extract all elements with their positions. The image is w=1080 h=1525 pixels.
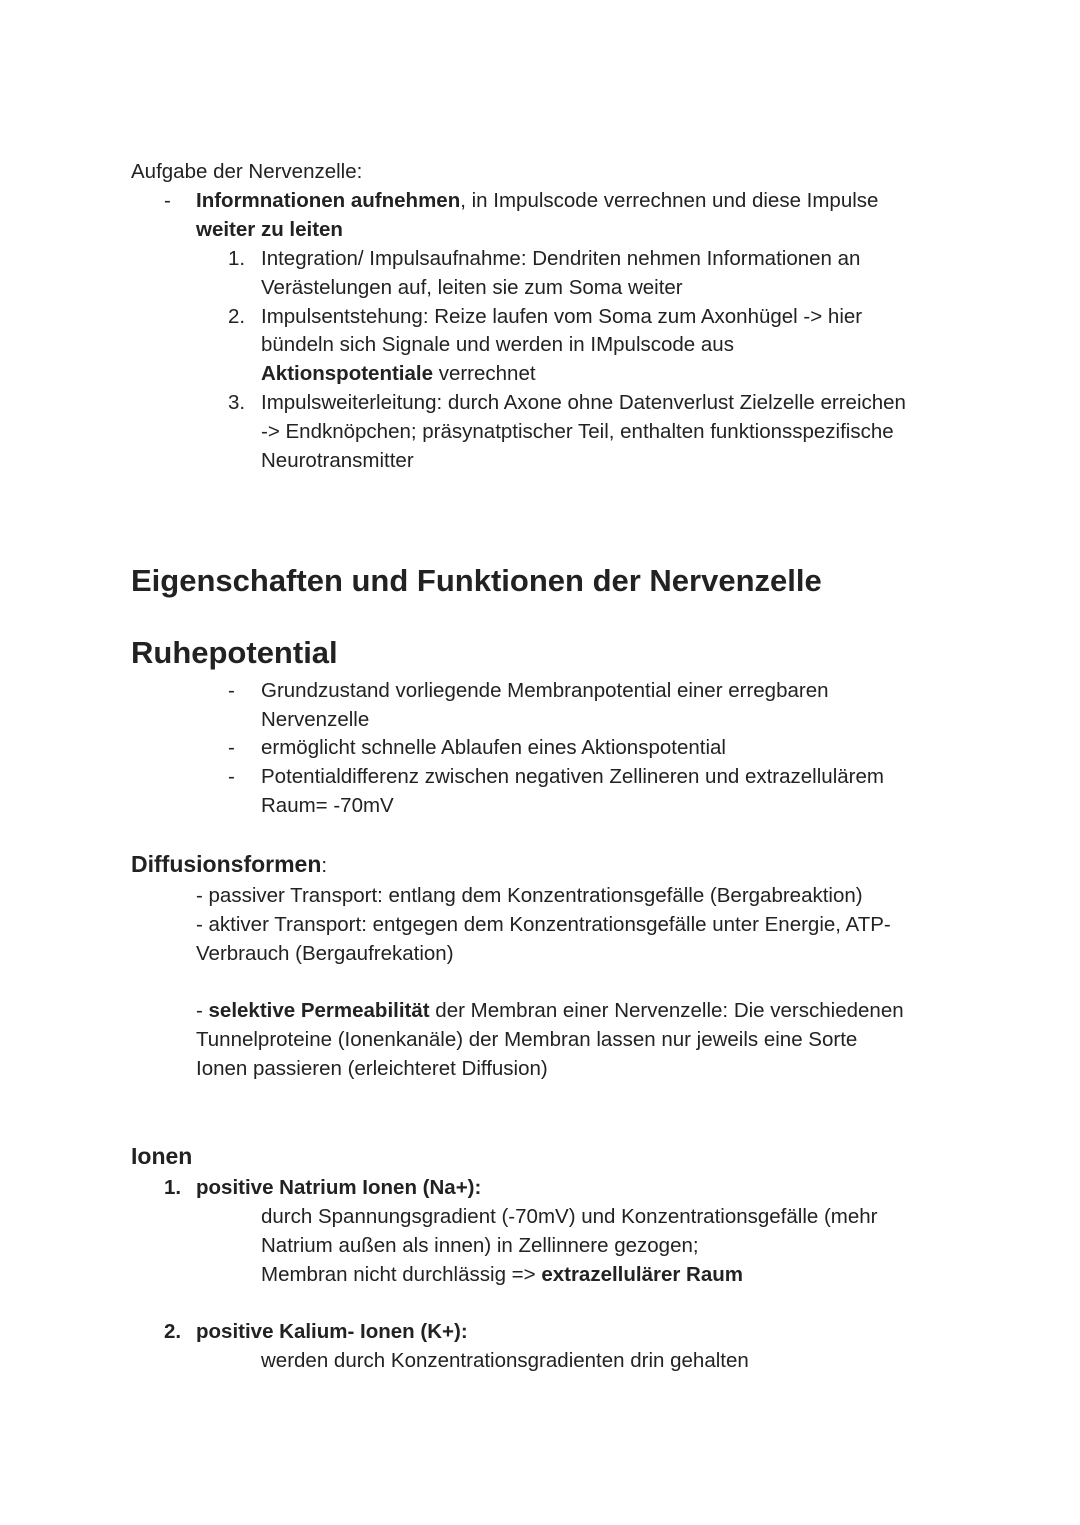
list-item-text: Integration/ Impulsaufnahme: Dendriten nehmen Informationen an xyxy=(261,247,861,270)
diffusion-heading xyxy=(131,848,327,880)
bullet-text: Raum= -70mV xyxy=(261,794,394,817)
ionen-title: Ionen xyxy=(131,1143,193,1169)
list-number: 3. xyxy=(228,391,246,414)
list-item-text: bündeln sich Signale und werden in IMpulscode aus xyxy=(261,333,734,356)
text: , in Impulscode verrechnen und diese Impulse xyxy=(460,189,879,212)
bullet-dash: - xyxy=(228,765,235,788)
paragraph-line: Tunnelproteine (Ionenkanäle) der Membran lassen nur jeweils eine Sorte xyxy=(196,1028,858,1051)
bullet-text: Grundzustand vorliegende Membranpotential einer erregbaren xyxy=(261,679,829,702)
list-item-label: positive Kalium- Ionen (K+): xyxy=(196,1320,468,1343)
bullet-text: ermöglicht schnelle Ablaufen eines Aktionspotential xyxy=(261,736,726,759)
bold-text: selektive Permeabilität xyxy=(208,999,430,1022)
diffusion-title: Diffusionsformen xyxy=(131,851,322,877)
bold-text: extrazellulärer Raum xyxy=(541,1263,743,1286)
intro-heading: Aufgabe der Nervenzelle: xyxy=(131,160,363,183)
text: der Membran einer Nervenzelle: Die verschiedenen xyxy=(429,999,904,1022)
text: - xyxy=(196,999,209,1022)
list-item-text: durch Spannungsgradient (-70mV) und Konzentrationsgefälle (mehr xyxy=(261,1205,878,1228)
list-number: 1. xyxy=(164,1176,182,1199)
list-number: 1. xyxy=(228,247,246,270)
ruhepotential-title: Ruhepotential xyxy=(131,635,338,670)
list-item-text xyxy=(261,359,536,388)
paragraph-line xyxy=(196,996,904,1025)
bold-text: Aktionspotentiale xyxy=(261,362,433,385)
list-item-text: Neurotransmitter xyxy=(261,449,414,472)
bold-text: Informnationen aufnehmen xyxy=(196,189,461,212)
list-item-label: positive Natrium Ionen (Na+): xyxy=(196,1176,482,1199)
list-item-text: -> Endknöpchen; präsynatptischer Teil, enthalten funktionsspezifische xyxy=(261,420,894,443)
intro-bullet-line-2: weiter zu leiten xyxy=(196,218,343,241)
bullet-text: Nervenzelle xyxy=(261,708,370,731)
text: verrechnet xyxy=(433,362,536,385)
paragraph-line: - passiver Transport: entlang dem Konzentrationsgefälle (Bergabreaktion) xyxy=(196,884,863,907)
section-title: Eigenschaften und Funktionen der Nervenzelle xyxy=(131,563,822,598)
bullet-dash: - xyxy=(228,736,235,759)
paragraph-line: Ionen passieren (erleichteret Diffusion) xyxy=(196,1057,548,1080)
list-item-text xyxy=(261,1260,743,1289)
list-number: 2. xyxy=(164,1320,182,1343)
list-number: 2. xyxy=(228,305,246,328)
list-item-text: Impulsentstehung: Reize laufen vom Soma zum Axonhügel -> hier xyxy=(261,305,863,328)
paragraph-line: - aktiver Transport: entgegen dem Konzentrationsgefälle unter Energie, ATP- xyxy=(196,913,891,936)
bullet-text: Potentialdifferenz zwischen negativen Zellineren und extrazellulärem xyxy=(261,765,884,788)
list-item-text: Impulsweiterleitung: durch Axone ohne Datenverlust Zielzelle erreichen xyxy=(261,391,906,414)
text: Membran nicht durchlässig => xyxy=(261,1263,542,1286)
intro-bullet-line-1 xyxy=(196,186,878,215)
paragraph-line: Verbrauch (Bergaufrekation) xyxy=(196,942,454,965)
bullet-dash: - xyxy=(164,189,171,212)
bullet-dash: - xyxy=(228,679,235,702)
colon: : xyxy=(321,854,328,877)
list-item-text: Verästelungen auf, leiten sie zum Soma weiter xyxy=(261,276,683,299)
list-item-text: werden durch Konzentrationsgradienten drin gehalten xyxy=(261,1349,749,1372)
list-item-text: Natrium außen als innen) in Zellinnere gezogen; xyxy=(261,1234,699,1257)
